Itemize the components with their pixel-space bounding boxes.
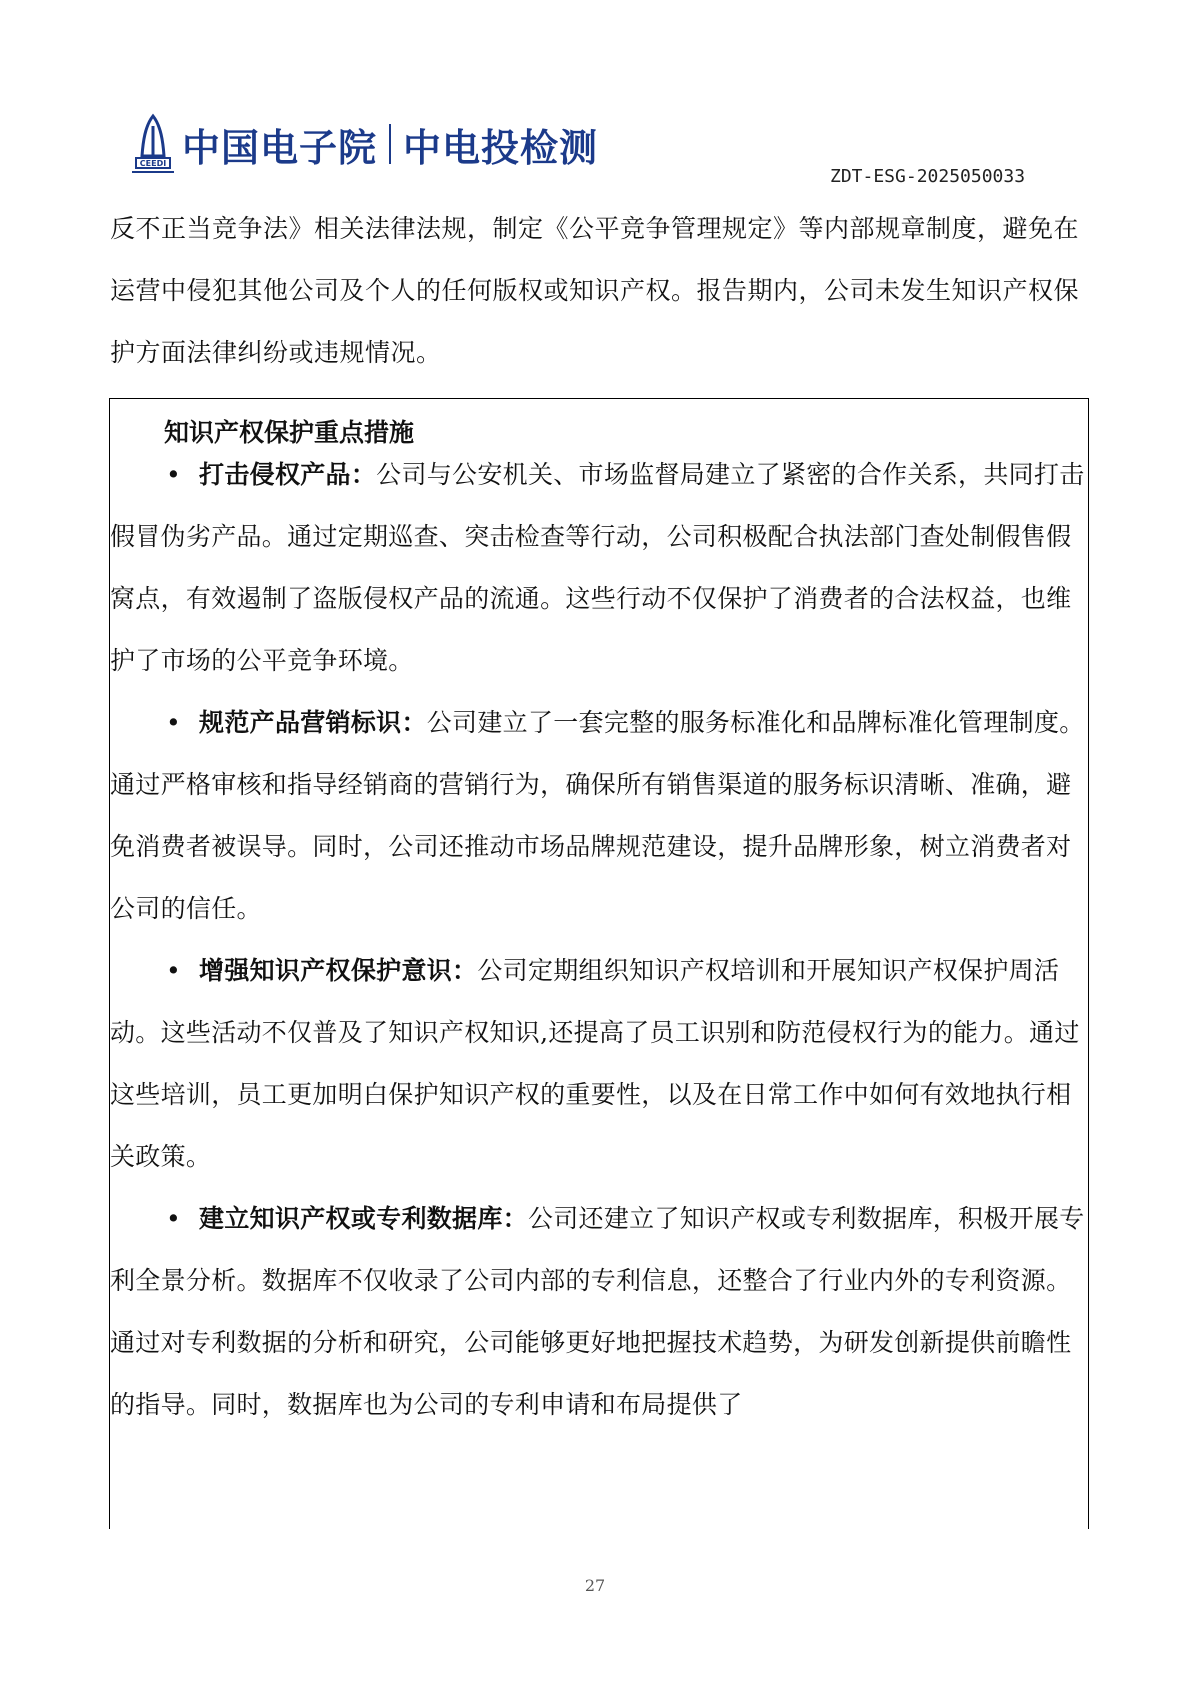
measure-body: 公司与公安机关、市场监督局建立了紧密的合作关系，共同打击假冒伪劣产品。通过定期巡查、突击检查等行动，公司积极配合执法部门查处制假售假窝点，有效遏制了盗版侵权产品的流通。这些行动不仅保护了消费者的合法权益，也维护了市场的公平竞争环境。 — [110, 460, 1085, 675]
bullet-icon: • — [166, 1204, 182, 1233]
measure-heading: 打击侵权产品： — [199, 460, 377, 489]
measure-item — [110, 692, 1086, 940]
svg-text:CEEDI: CEEDI — [139, 159, 167, 168]
measure-heading: 建立知识产权或专利数据库： — [199, 1204, 528, 1233]
measure-item — [110, 444, 1086, 692]
intro-paragraph — [110, 198, 1100, 384]
box-title: 知识产权保护重点措施 — [164, 418, 415, 447]
organization-logo — [130, 112, 598, 176]
measure-heading: 规范产品营销标识： — [199, 708, 427, 737]
measure-body: 公司还建立了知识产权或专利数据库，积极开展专利全景分析。数据库不仅收录了公司内部的专利信息，还整合了行业内外的专利资源。通过对专利数据的分析和研究，公司能够更好地把握技术趋势，为研发创新提供前瞻性的指导。同时，数据库也为公司的专利申请和布局提供了 — [110, 1204, 1085, 1419]
page-header — [0, 0, 1190, 190]
logo-org-name: 中国电子院 — [182, 125, 378, 170]
logo-divider — [389, 124, 391, 164]
measure-item — [110, 1188, 1086, 1436]
logo-org-name-secondary: 中电投检测 — [403, 125, 599, 170]
measures-box — [109, 398, 1089, 1529]
measure-body: 公司建立了一套完整的服务标准化和品牌标准化管理制度。通过严格审核和指导经销商的营销行为，确保所有销售渠道的服务标识清晰、准确，避免消费者被误导。同时，公司还推动市场品牌规范建设，提升品牌形象，树立消费者对公司的信任。 — [110, 708, 1085, 923]
intro-text: 反不正当竞争法》相关法律法规，制定《公平竞争管理规定》等内部规章制度，避免在运营中侵犯其他公司及个人的任何版权或知识产权。报告期内，公司未发生知识产权保护方面法律纠纷或违规情况。 — [110, 214, 1080, 367]
page-number: 27 — [584, 1576, 606, 1595]
bullet-icon: • — [166, 708, 182, 737]
ceedi-emblem-icon — [130, 112, 176, 176]
bullet-icon: • — [166, 956, 182, 985]
measure-body: 公司定期组织知识产权培训和开展知识产权保护周活动。这些活动不仅普及了知识产权知识,还提高了员工识别和防范侵权行为的能力。通过这些培训，员工更加明白保护知识产权的重要性，以及在日常工作中如何有效地执行相关政策。 — [110, 956, 1080, 1171]
bullet-icon: • — [166, 460, 182, 489]
document-code: ZDT-ESG-2025050033 — [830, 166, 1026, 187]
measure-heading: 增强知识产权保护意识： — [199, 956, 478, 985]
measure-item — [110, 940, 1086, 1188]
